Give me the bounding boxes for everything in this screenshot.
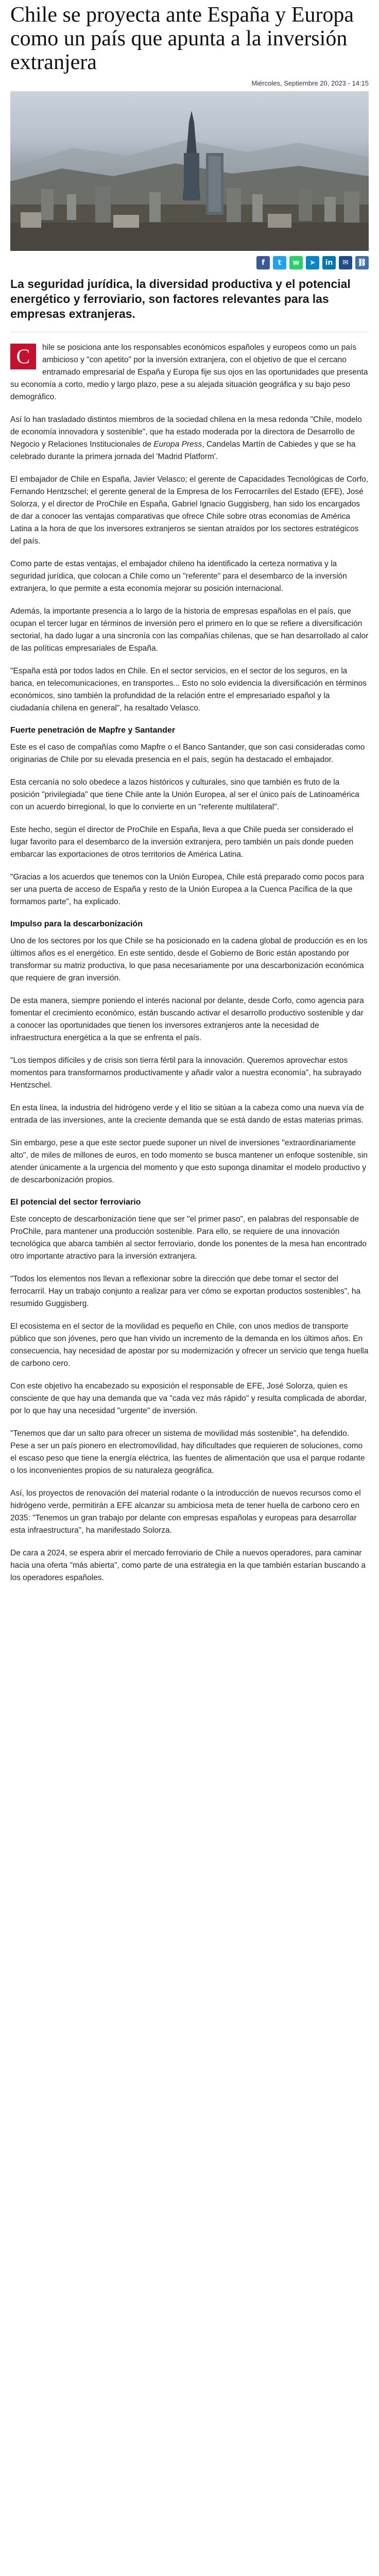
- section-heading: Impulso para la descarbonización: [10, 920, 143, 928]
- paragraph: El embajador de Chile en España, Javier Velasco; el gerente de Capacidades Tecnológicas de Corfo, Fernando Hentzschel; el gerente general de la Empresa de los Ferrocarriles del Estado (EFE), José Solorza, y el director de ProChile en España, Gabriel Ignacio Guggisberg, han sido los encargados de dar a conocer las ventajas comparativas que ofrece Chile sobre otras economías de América Latina a la hora de que los inversores extranjeros se sientan atraídos por los sectores estratégicos del país.: [10, 475, 369, 546]
- paragraph: De esta manera, siempre poniendo el interés nacional por delante, desde Corfo, como agencia para fomentar el crecimiento económico, están buscando activar el desarrollo productivo sostenible y dar a conocer las oportunidades que tienen los inversores extranjeros ante la necesidad de infraestructura energética a la que se enfrenta el país.: [10, 996, 364, 1042]
- paragraph: "Gracias a los acuerdos que tenemos con la Unión Europea, Chile está preparado como pocos para ser una puerta de acceso de España y resto de la Unión Europea a la Cuenca Pacífica de la que formamos parte", ha explicado.: [10, 873, 365, 906]
- twitter-icon: t: [278, 259, 282, 267]
- email-share-button[interactable]: [339, 256, 352, 269]
- paragraph: C hile se posiciona ante los responsables económicos españoles y europeos como un país ambicioso y "con apetito" por la inversión extranjera, con el objetivo de que el cercano entramado empresarial de España y Europa fije sus ojos en las oportunidades que presenta su economía a corto, medio y largo plazo, pese a su alejada situación geográfica y su bajo peso demográfico.: [10, 343, 368, 401]
- telegram-icon: ➤: [309, 259, 316, 267]
- paragraph: Así lo han trasladado distintos miembros de la sociedad chilena en la mesa redonda "Chile, modelo de economía innovadora y sostenible", que ha estado moderada por la directora de Desarrollo de Negocio y Relaciones Institucionales de Europa Press, Candelas Martín de Cabiedes y que se ha celebrado durante la primera jornada del 'Madrid Platform'.: [10, 415, 362, 461]
- paragraph: El ecosistema en el sector de la movilidad es pequeño en Chile, con unos medios de transporte público que son jóvenes, pero que han vivido un incremento de la demanda en los últimos años. En consecuencia, hay necesidad de apostar por su modernización y ofrecer un servicio que tenga huella de carbono cero.: [10, 1322, 369, 1368]
- email-icon: ✉: [342, 259, 349, 267]
- facebook-share-button[interactable]: [256, 256, 270, 269]
- paragraph: "Tenemos que dar un salto para ofrecer un sistema de movilidad más sostenible", ha defendido. Pese a ser un país pionero en electromovilidad, hay dificultades que requieren de soluciones, como el escaso peso que tiene la energía eléctrica, las fuentes de alimentación que usa el parque rodante o los inconvenientes propios de su naturaleza geográfica.: [10, 1429, 365, 1475]
- paragraph: Sin embargo, pese a que este sector puede suponer un nivel de inversiones "extraordinariamente alto", de miles de millones de euros, en todo momento se busca mantener un enfoque sostenible, sin atender únicamente a la urgencia del momento y que esto suponga dinamitar el modelo productivo y de descarbonización propios.: [10, 1139, 368, 1184]
- facebook-icon: f: [261, 259, 265, 267]
- paragraph: Como parte de estas ventajas, el embajador chileno ha identificado la certeza normativa y la seguridad jurídica, que colocan a Chile como un "referente" para el desembarco de la inversión extranjera, lo que permite a esta economía mejorar su posición internacional.: [10, 560, 347, 593]
- city-skyline-image: [10, 91, 369, 251]
- article-title: Chile se proyecta ante España y Europa como un país que apunta a la inversión extranjera: [10, 3, 354, 74]
- paragraph: Este hecho, según el director de ProChile en España, lleva a que Chile pueda ser considerado el lugar favorito para el desembarco de la inversión extranjera, pero también un país donde pueden embarcar las exportaciones de otros territorios de América Latina.: [10, 825, 354, 859]
- linkedin-share-button[interactable]: [322, 256, 336, 269]
- paragraph: Con este objetivo ha encabezado su exposición el responsable de EFE, José Solorza, quien es consciente de que hay una demanda que va "cada vez más rápido" y resulta complicada de abordar, por lo que hay una necesidad "urgente" de inversión.: [10, 1382, 367, 1415]
- hero-photo: [10, 91, 369, 251]
- paragraph: Así, los proyectos de renovación del material rodante o la introducción de nuevos recursos como el hidrógeno verde, permitirán a EFE alcanzar su ambiciosa meta de tener huella de carbono cero en 2035: "Tenemos un gran trabajo por delante con empresas españolas y europeas para desarrollar esta infraestructura", ha manifestado Solorza.: [10, 1489, 361, 1535]
- telegram-share-button[interactable]: [306, 256, 319, 269]
- paragraph: "España está por todos lados en Chile. En el sector servicios, en el sector de los seguros, en la banca, en telecomunicaciones, en transportes... Esto no solo evidencia la diversificación en términos económicos, sino también la profundidad de la relación entre el empresariado español y la ciudadanía chilena en general", ha resaltado Velasco.: [10, 667, 367, 713]
- paragraph: Uno de los sectores por los que Chile se ha posicionado en la cadena global de producción es en los últimos años es el energético. En este sentido, desde el Gobierno de Boric están apostando por transformar su matriz productiva, lo que pasa necesariamente por una descarbonización económica que requiere de gran inversión.: [10, 937, 368, 982]
- linkedin-icon: in: [325, 259, 333, 267]
- drop-cap: C: [10, 344, 36, 369]
- paragraph: "Los tiempos difíciles y de crisis son tierra fértil para la innovación. Queremos aprovechar estos momentos para transformarnos productivamente y añadir valor a nuestra economía", ha subrayado Hentzschel.: [10, 1056, 361, 1090]
- article-lead: La seguridad jurídica, la diversidad productiva y el potencial energético y ferroviario, son factores relevantes para las empresas extranjeras.: [10, 277, 351, 320]
- paragraph: Esta cercanía no solo obedece a lazos históricos y culturales, sino que también es fruto de la posición "privilegiada" que tiene Chile ante la Unión Europea, al ser el único país de Latinoamérica con un acuerdo birregional, lo que lo convierte en un "referente multilateral".: [10, 778, 359, 811]
- twitter-share-button[interactable]: [273, 256, 286, 269]
- paragraph: Este concepto de descarbonización tiene que ser "el primer paso", en palabras del responsable de ProChile, para mantener una producción sostenible. Para ello, se requiere de una innovación tecnológica que abarca también al sector ferroviario, donde los ponentes de la mesa han encontrado otro importante atractivo para la inversión extranjera.: [10, 1215, 367, 1261]
- link-icon: ⛓: [357, 259, 367, 267]
- whatsapp-icon: w: [292, 259, 300, 267]
- paragraph: De cara a 2024, se espera abrir el mercado ferroviario de Chile a nuevos operadores, para caminar hacia una oferta "más abierta", como parte de una estrategia en la que también estarían buscando a los operadores españoles.: [10, 1549, 366, 1582]
- paragraph: En esta línea, la industria del hidrógeno verde y el litio se sitúan a la cabeza como una nueva vía de entrada de las inversiones, ante la creciente demanda que se está dando de estas materias primas.: [10, 1104, 364, 1125]
- article-page: [0, 3, 379, 1584]
- section-heading: El potencial del sector ferroviario: [10, 1198, 141, 1207]
- copy-link-button[interactable]: [355, 256, 369, 269]
- article-body: [10, 342, 369, 1584]
- share-bar: [10, 256, 369, 269]
- whatsapp-share-button[interactable]: [289, 256, 303, 269]
- section-heading: Fuerte penetración de Mapfre y Santander: [10, 726, 176, 735]
- paragraph: Este es el caso de compañías como Mapfre o el Banco Santander, que son casi consideradas como originarias de Chile por su elevada presencia en el país, según ha destacado el embajador.: [10, 743, 365, 764]
- publication-name: Europa Press: [153, 440, 202, 449]
- paragraph: Además, la importante presencia a lo largo de la historia de empresas españolas en el país, que ocupan el tercer lugar en términos de inversión pero el primero en lo que se refiere a diversificación sectorial, ha dado lugar a una sincronía con las compañías chilenas, que se han desarrollado al calor de las políticas empresariales de España.: [10, 607, 369, 653]
- article-dateline: Miércoles, Septiembre 20, 2023 - 14:15: [251, 79, 369, 87]
- paragraph: "Todos los elementos nos llevan a reflexionar sobre la dirección que debe tomar el sector del ferrocarril. Hay un trabajo conjunto a realizar para ver cómo se exportan productos sostenibles", ha resumido Guggisberg.: [10, 1275, 361, 1308]
